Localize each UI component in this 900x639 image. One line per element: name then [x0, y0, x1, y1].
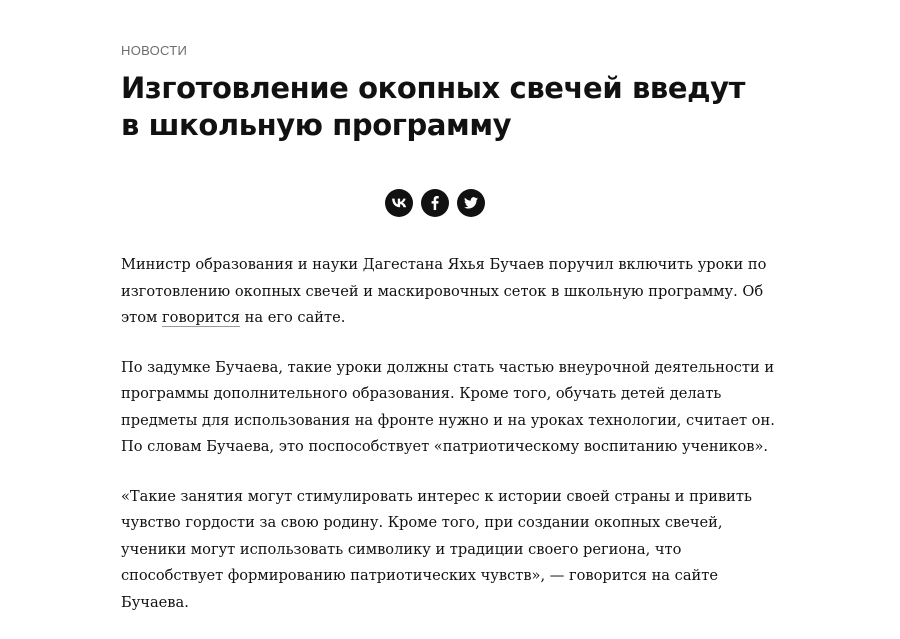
paragraph-1: Министр образования и науки Дагестана Яхья Бучаев поручил включить уроки по изготовлению окопных свечей и маскировочных сеток в школьную программу. Об этом говорится на его сайте.: [121, 256, 767, 326]
share-vk-button[interactable]: [385, 189, 413, 217]
paragraph-3: «Такие занятия могут стимулировать интерес к истории своей страны и привить чувство гордости за свою родину. Кроме того, при создании окопных свечей, ученики могут использовать символику и традиции своего региона, что способствует формированию патриотических чувств», — говорится на сайте Бучаева.: [121, 487, 752, 611]
twitter-icon: [464, 197, 478, 209]
article-body: [121, 252, 781, 639]
share-buttons: [385, 189, 485, 217]
vk-icon: [392, 198, 407, 208]
facebook-icon: [431, 196, 439, 210]
source-link[interactable]: говорится: [162, 309, 240, 326]
share-facebook-button[interactable]: [421, 189, 449, 217]
rubric-label[interactable]: НОВОСТИ: [121, 43, 188, 58]
paragraph-2: По задумке Бучаева, такие уроки должны стать частью внеурочной деятельности и программы дополнительного образования. Кроме того, обучать детей делать предметы для использования на фронте нужно и на уроках технологии, считает он. По словам Бучаева, это поспособствует «патриотическому воспитанию учеников».: [121, 358, 775, 455]
article-title: Изготовление окопных свечей введут в школьную программу: [121, 71, 746, 142]
share-twitter-button[interactable]: [457, 189, 485, 217]
